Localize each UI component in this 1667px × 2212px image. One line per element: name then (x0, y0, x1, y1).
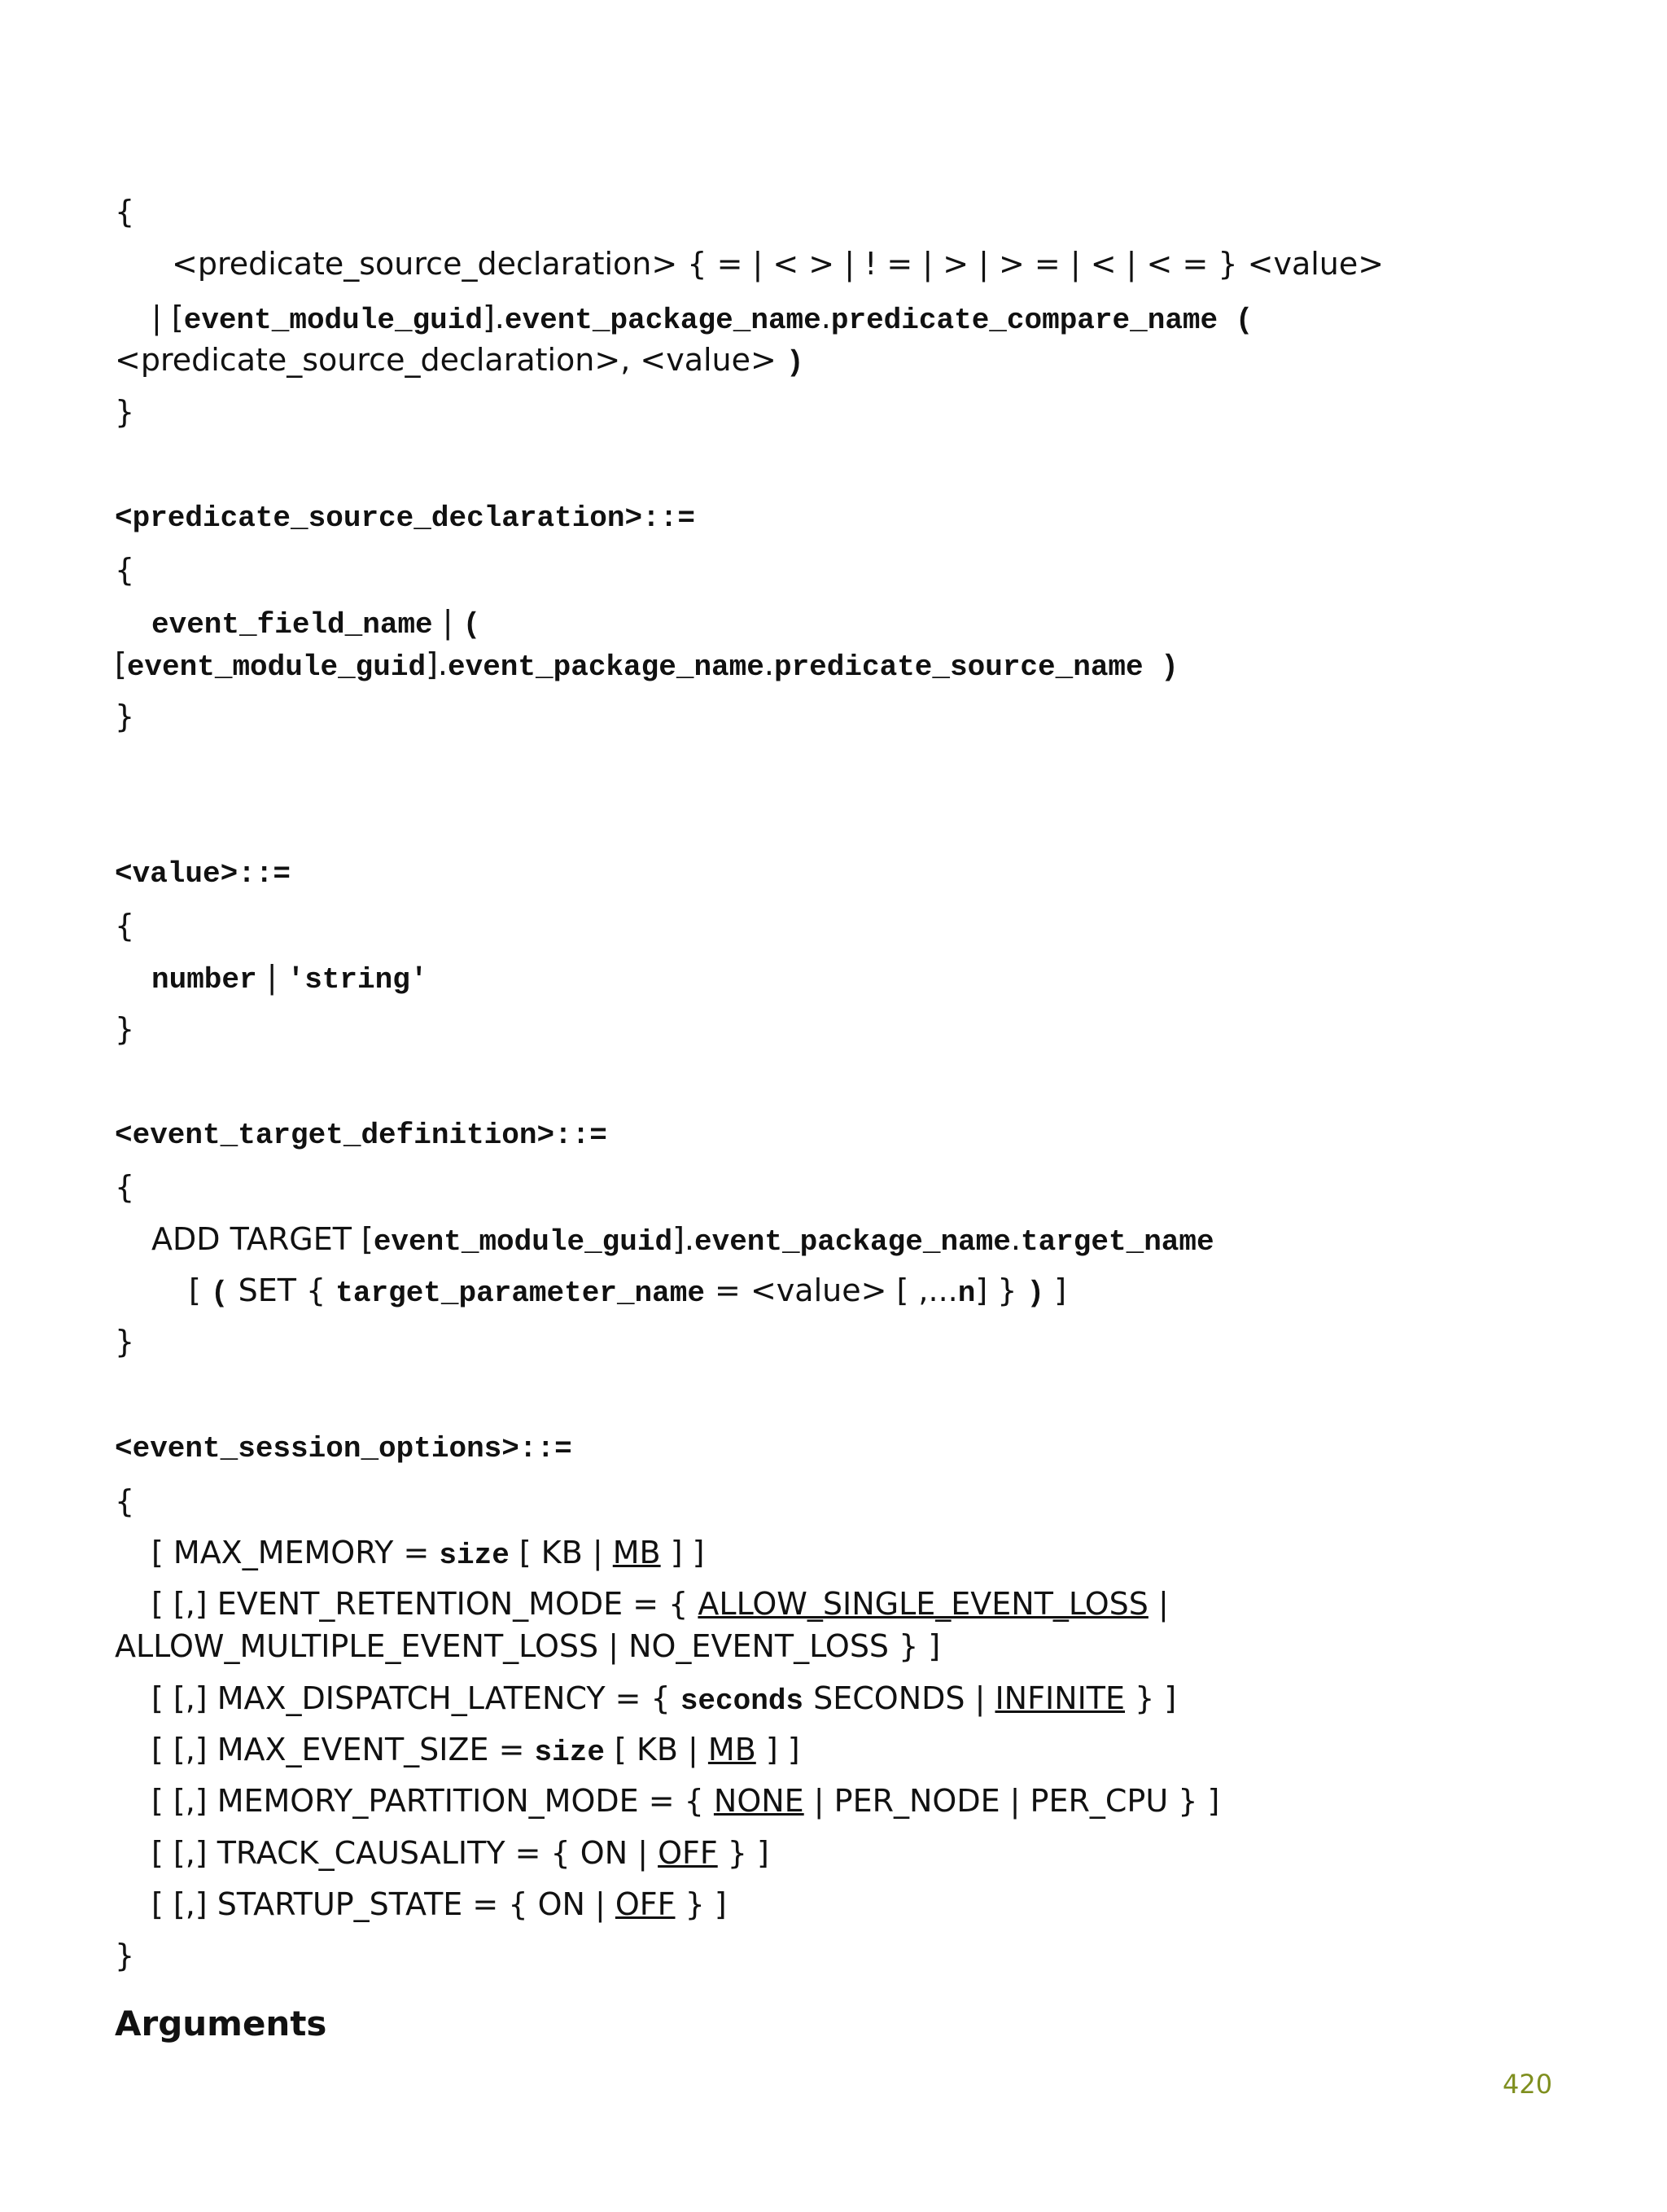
value-header: <value>::= (115, 857, 291, 891)
brace-open: { (115, 194, 135, 230)
max-event-size-option: [ [,] MAX_EVENT_SIZE = size [ KB | MB ] ] (151, 1732, 800, 1769)
max-memory-option: [ MAX_MEMORY = size [ KB | MB ] ] (151, 1535, 705, 1572)
add-target-line: ADD TARGET [event_module_guid].event_package_name.target_name (151, 1221, 1214, 1259)
brace-open: { (115, 1169, 135, 1205)
predicate-source-name-line: [event_module_guid].event_package_name.predicate_source_name ) (115, 646, 1179, 684)
event-retention-mode-continuation: ALLOW_MULTIPLE_EVENT_LOSS | NO_EVENT_LOSS } ] (115, 1628, 941, 1664)
page-number: 420 (1503, 2069, 1553, 2100)
event-target-definition-header: <event_target_definition>::= (115, 1119, 607, 1152)
brace-open: { (115, 552, 135, 588)
brace-close: } (115, 1938, 135, 1973)
value-options-line: number | 'string' (151, 959, 428, 996)
predicate-source-declaration-header: <predicate_source_declaration>::= (115, 502, 695, 535)
brace-close: } (115, 1011, 135, 1047)
predicate-compare-operators-line: <predicate_source_declaration> { = | < > | ! = | > | > = | < | < = } <value> (172, 246, 1385, 282)
brace-close: } (115, 699, 135, 734)
max-dispatch-latency-option: [ [,] MAX_DISPATCH_LATENCY = { seconds SECONDS | INFINITE } ] (151, 1680, 1177, 1718)
set-target-parameter-line: [ ( SET { target_parameter_name = <value> [ ,...n] } ) ] (189, 1272, 1067, 1310)
startup-state-option: [ [,] STARTUP_STATE = { ON | OFF } ] (151, 1886, 727, 1922)
event-session-options-header: <event_session_options>::= (115, 1432, 572, 1465)
memory-partition-mode-option: [ [,] MEMORY_PARTITION_MODE = { NONE | PER_NODE | PER_CPU } ] (151, 1783, 1220, 1819)
track-causality-option: [ [,] TRACK_CAUSALITY = { ON | OFF } ] (151, 1835, 769, 1871)
event-field-name-line: event_field_name | ( (151, 604, 481, 642)
brace-close: } (115, 1324, 135, 1360)
predicate-compare-args-line: <predicate_source_declaration>, <value> ) (115, 342, 804, 379)
predicate-compare-name-line: | [event_module_guid].event_package_name.predicate_compare_name ( (151, 300, 1254, 337)
brace-open: { (115, 1483, 135, 1519)
brace-open: { (115, 908, 135, 944)
event-retention-mode-option: [ [,] EVENT_RETENTION_MODE = { ALLOW_SINGLE_EVENT_LOSS | (151, 1586, 1169, 1622)
brace-close: } (115, 394, 135, 430)
arguments-heading: Arguments (115, 2004, 327, 2043)
